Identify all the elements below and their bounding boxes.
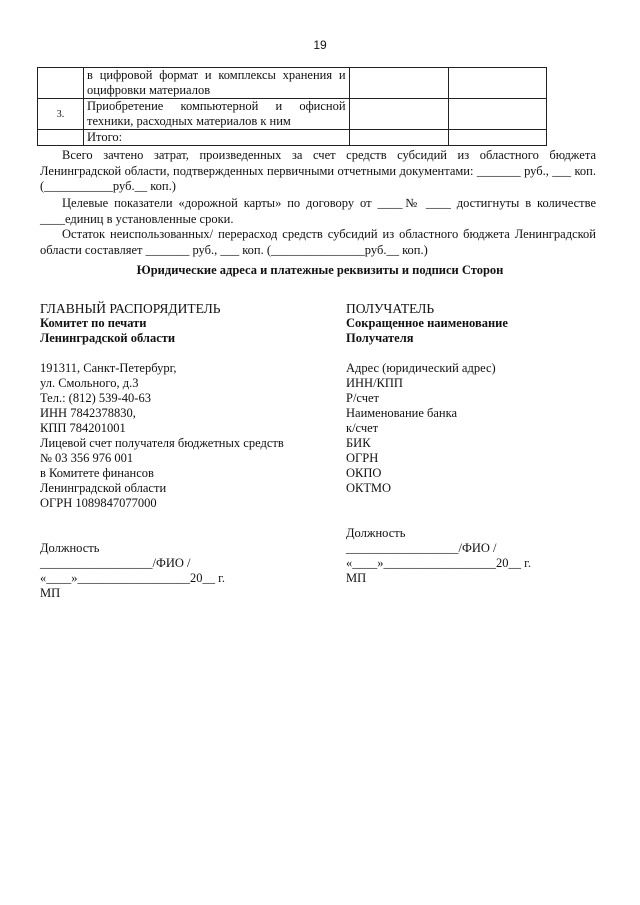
left-detail: Тел.: (812) 539-40-63 xyxy=(40,391,151,405)
left-detail: в Комитете финансов xyxy=(40,466,154,480)
left-detail: Лицевой счет получателя бюджетных средств xyxy=(40,436,284,450)
table-cell-number xyxy=(38,130,84,146)
right-detail: ОКПО xyxy=(346,466,382,480)
section-title: Юридические адреса и платежные реквизиты и подписи Сторон xyxy=(136,263,504,277)
table-row-total xyxy=(38,130,547,146)
table-cell-empty xyxy=(448,130,546,146)
left-role: ГЛАВНЫЙ РАСПОРЯДИТЕЛЬ xyxy=(40,301,221,316)
left-signature-line: __________________/ФИО / xyxy=(40,556,191,570)
paragraph-roadmap xyxy=(40,196,596,227)
right-date-line: «____»__________________20__ г. xyxy=(346,556,531,570)
paragraph-remainder xyxy=(40,227,596,258)
table-cell-description: в цифровой формат и комплексы хранения и оцифровки материалов xyxy=(84,68,350,99)
table-cell-number xyxy=(38,68,84,99)
left-detail: ИНН 7842378830, xyxy=(40,406,136,420)
left-position-label: Должность xyxy=(40,541,100,555)
left-detail: ул. Смольного, д.3 xyxy=(40,376,139,390)
right-detail: ОГРН xyxy=(346,451,379,465)
table-cell-description: Приобретение компьютерной и офисной техники, расходных материалов к ним xyxy=(84,99,350,130)
right-signature-line: __________________/ФИО / xyxy=(346,541,497,555)
paragraph-roadmap-text: Целевые показатели «дорожной карты» по договору от ____№ ____ достигнуты в количестве ____единиц в установленные сроки. xyxy=(40,196,596,226)
table-row xyxy=(38,68,547,99)
paragraph-total-costs-text: Всего зачтено затрат, произведенных за счет средств субсидий из областного бюджета Ленинградской области, подтвержденных первичными отчетными документами: _______ руб., ___ коп. (___________руб.__ коп.) xyxy=(40,148,596,193)
left-party-block xyxy=(40,301,284,601)
right-role: ПОЛУЧАТЕЛЬ xyxy=(346,301,435,316)
right-org-line1: Сокращенное наименование xyxy=(346,316,508,330)
left-detail: КПП 784201001 xyxy=(40,421,126,435)
left-detail: № 03 356 976 001 xyxy=(40,451,134,465)
right-party-block xyxy=(346,301,531,586)
left-detail: Ленинградской области xyxy=(40,481,167,495)
paragraph-remainder-text: Остаток неиспользованных/ перерасход средств субсидий из областного бюджета Ленинградской области составляет _______ руб., ___ коп. (_______________руб.__ коп.) xyxy=(40,227,596,257)
table-cell-empty xyxy=(448,99,546,130)
right-detail: Наименование банка xyxy=(346,406,458,420)
costs-table xyxy=(37,67,547,146)
right-detail: ОКТМО xyxy=(346,481,391,495)
table-cell-empty xyxy=(349,130,448,146)
right-detail: к/счет xyxy=(346,421,379,435)
right-detail: БИК xyxy=(346,436,371,450)
table-cell-number: 3. xyxy=(38,99,84,130)
table-cell-empty xyxy=(349,68,448,99)
left-org-line1: Комитет по печати xyxy=(40,316,147,330)
right-position-label: Должность xyxy=(346,526,406,540)
left-org-line2: Ленинградской области xyxy=(40,331,176,345)
left-stamp: МП xyxy=(40,586,61,600)
left-detail: 191311, Санкт-Петербург, xyxy=(40,361,177,375)
table-row xyxy=(38,99,547,130)
right-detail: Р/счет xyxy=(346,391,380,405)
right-detail: Адрес (юридический адрес) xyxy=(346,361,496,375)
right-org-line2: Получателя xyxy=(346,331,414,345)
right-detail: ИНН/КПП xyxy=(346,376,403,390)
table-cell-empty xyxy=(349,99,448,130)
table-cell-total-label: Итого: xyxy=(84,130,350,146)
table-cell-empty xyxy=(448,68,546,99)
page-number: 19 xyxy=(313,38,327,52)
paragraph-total-costs xyxy=(40,148,596,195)
right-stamp: МП xyxy=(346,571,367,585)
left-date-line: «____»__________________20__ г. xyxy=(40,571,225,585)
left-detail: ОГРН 1089847077000 xyxy=(40,496,157,510)
